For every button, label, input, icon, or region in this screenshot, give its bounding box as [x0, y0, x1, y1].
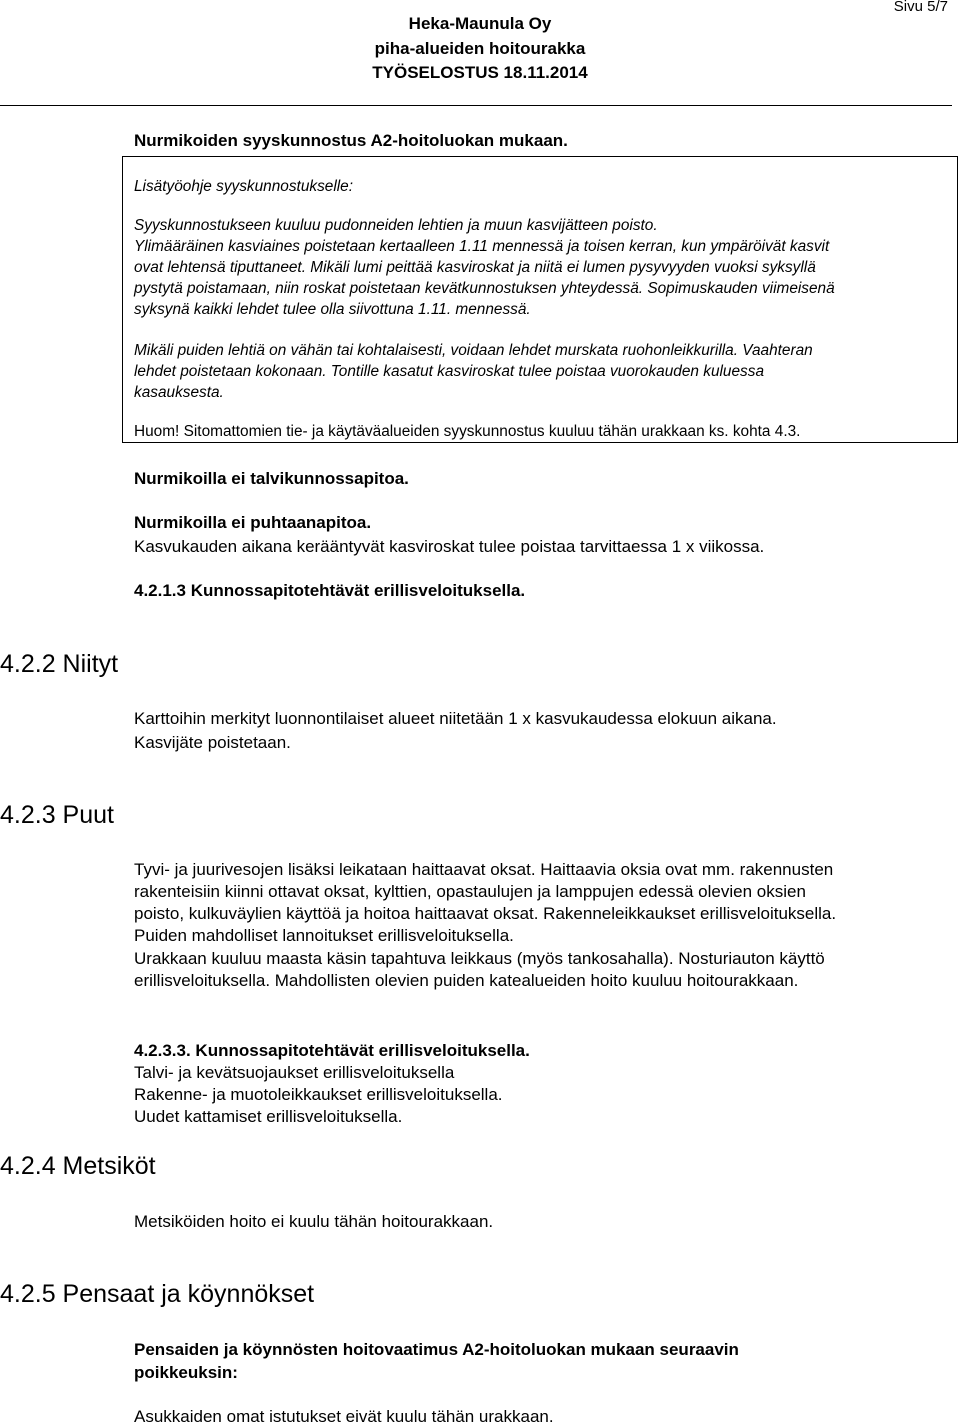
box-title: Lisätyöohje syyskunnostukselle:	[134, 178, 354, 195]
header-divider	[0, 105, 952, 106]
shrubs-requirement: Pensaiden ja köynnösten hoitovaatimus A2-hoitoluokan mukaan seuraavin	[134, 1340, 739, 1359]
shrubs-requirement: poikkeuksin:	[134, 1363, 238, 1382]
trees-extra-line: Talvi- ja kevätsuojaukset erillisveloituksella	[134, 1063, 455, 1082]
instruction-box	[122, 156, 958, 443]
forest-text: Metsiköiden hoito ei kuulu tähän hoitourakkaan.	[134, 1212, 494, 1231]
meadows-heading: 4.2.2 Niityt	[0, 650, 119, 678]
page-number: Sivu 5/7	[893, 0, 948, 15]
trees-line: erillisveloituksella. Mahdollisten olevien puiden katealueiden hoito kuuluu hoitourakkaan.	[134, 971, 799, 990]
trees-line: rakenteisiin kiinni ottavat oksat, kylttien, opastaulujen ja lamppujen edessä olevien oksien	[134, 882, 806, 901]
box-line: pystytä poistamaan, niin roskat poistetaan kevätkunnostuksen yhteydessä. Sopimuskauden viimeisenä	[134, 280, 835, 297]
forest-heading: 4.2.4 Metsiköt	[0, 1152, 156, 1180]
box-line: Ylimääräinen kasviaines poistetaan kertaalleen 1.11 mennessä ja toisen kerran, kun ympäröivät kasvit	[134, 238, 830, 255]
box-line: lehdet poistetaan kokonaan. Tontille kasatut kasviroskat tulee poistaa vuorokauden kuluessa	[134, 363, 765, 380]
box-line: Mikäli puiden lehtiä on vähän tai kohtalaisesti, voidaan lehdet murskata ruohonleikkurilla. Vaahteran	[134, 342, 813, 359]
trees-line: Tyvi- ja juurivesojen lisäksi leikataan haittaavat oksat. Haittaavia oksia ovat mm. rakennusten	[134, 860, 834, 879]
trees-line: Urakkaan kuuluu maasta käsin tapahtuva leikkaus (myös tankosahalla). Nosturiauton käyttö	[134, 949, 825, 968]
trees-heading: 4.2.3 Puut	[0, 801, 114, 829]
box-note: Huom! Sitomattomien tie- ja käytäväalueiden syyskunnostus kuuluu tähän urakkaan ks. kohta 4.3.	[134, 423, 801, 440]
meadows-line: Kasvijäte poistetaan.	[134, 733, 291, 752]
trees-line: poisto, kulkuväylien käyttöä ja hoitoa haittaavat oksat. Rakenneleikkaukset erillisveloituksella.	[134, 904, 837, 923]
autumn-heading: Nurmikoiden syyskunnostus A2-hoitoluokan mukaan.	[134, 131, 568, 150]
shrubs-text: Asukkaiden omat istutukset eivät kuulu tähän urakkaan.	[134, 1407, 554, 1426]
box-line: ovat lehtensä tiputtaneet. Mikäli lumi peittää kasviroskat ja niitä ei lumen pysyvyyden vuoksi syksyllä	[134, 259, 816, 276]
cleaning-text: Kasvukauden aikana kerääntyvät kasviroskat tulee poistaa tarvittaessa 1 x viikossa.	[134, 537, 765, 556]
shrubs-heading: 4.2.5 Pensaat ja köynnökset	[0, 1280, 315, 1308]
cleaning-heading: Nurmikoilla ei puhtaanapitoa.	[134, 513, 372, 532]
extra-tasks-heading: 4.2.1.3 Kunnossapitotehtävät erillisveloituksella.	[134, 581, 526, 600]
trees-extra-heading: 4.2.3.3. Kunnossapitotehtävät erillisveloituksella.	[134, 1041, 530, 1060]
contract-name: piha-alueiden hoitourakka	[374, 39, 586, 58]
document-title: TYÖSELOSTUS 18.11.2014	[372, 63, 588, 82]
box-line: syksynä kaikki lehdet tulee olla siivottuna 1.11. mennessä.	[134, 301, 531, 318]
winter-maintenance: Nurmikoilla ei talvikunnossapitoa.	[134, 469, 409, 488]
company-name: Heka-Maunula Oy	[408, 14, 552, 33]
trees-line: Puiden mahdolliset lannoitukset erillisveloituksella.	[134, 926, 514, 945]
box-line: Syyskunnostukseen kuuluu pudonneiden lehtien ja muun kasvijätteen poisto.	[134, 217, 658, 234]
trees-extra-line: Rakenne- ja muotoleikkaukset erillisveloituksella.	[134, 1085, 503, 1104]
meadows-line: Karttoihin merkityt luonnontilaiset alueet niitetään 1 x kasvukaudessa elokuun aikana.	[134, 709, 777, 728]
trees-extra-line: Uudet kattamiset erillisveloituksella.	[134, 1107, 403, 1126]
box-line: kasauksesta.	[134, 384, 224, 401]
